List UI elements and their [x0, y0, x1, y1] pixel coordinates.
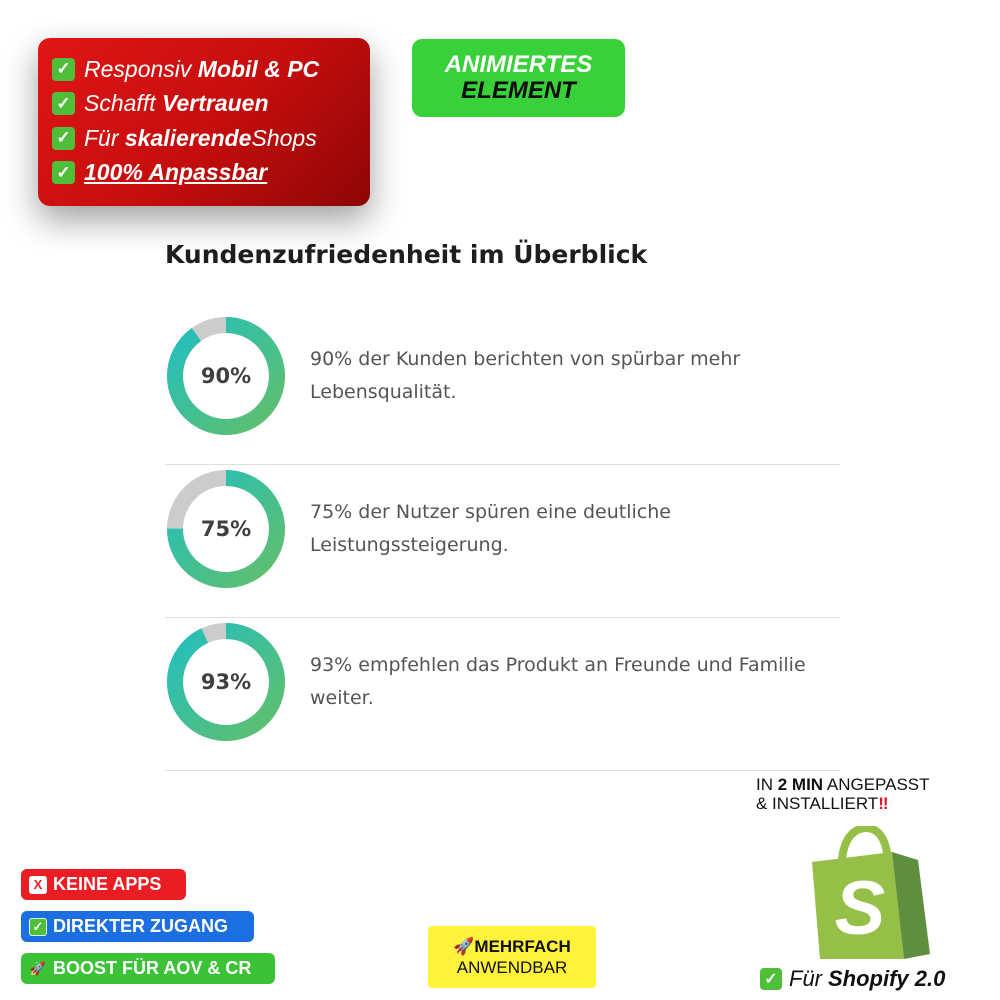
ring-percent-label: 75% [200, 517, 252, 541]
section-title: Kundenzufriedenheit im Überblick [165, 240, 648, 269]
stat-row [165, 619, 840, 771]
stat-description: 90% der Kunden berichten von spürbar mehr Lebensqualität. [310, 348, 741, 403]
feature-item-customizable [52, 156, 358, 191]
feature-item-responsive [52, 52, 358, 87]
pill-label: BOOST FÜR AOV & CR [53, 958, 252, 978]
feature-text-bold: Vertrauen [162, 90, 269, 117]
install-note-text: ANGEPASST [823, 775, 930, 794]
badge-line-2: ANWENDBAR [456, 958, 568, 977]
feature-text: Schafft [84, 90, 156, 117]
install-note [756, 775, 930, 813]
x-icon: X [29, 876, 47, 894]
feature-list-box [38, 38, 370, 206]
shopify-prefix: Für [789, 966, 822, 991]
install-note-line-2: & INSTALLIERT [756, 794, 879, 813]
rocket-icon: 🚀 [453, 937, 475, 956]
feature-text-bold: skalierende [124, 124, 252, 151]
shopify-bag-icon [806, 826, 930, 961]
feature-item-scaling [52, 121, 358, 156]
pill-keine-apps [21, 869, 186, 900]
ring-percent-label: 93% [200, 670, 252, 694]
stat-description: 75% der Nutzer spüren eine deutliche Leistungssteigerung. [310, 501, 671, 556]
pill-label: DIREKTER ZUGANG [53, 916, 228, 936]
multi-use-badge [428, 926, 596, 988]
double-exclamation-icon: ‼ [878, 794, 889, 813]
shopify-letter: S [834, 866, 886, 951]
install-note-text: IN [756, 775, 778, 794]
check-icon: ✓ [760, 968, 782, 990]
progress-ring [165, 621, 287, 743]
animated-element-badge [412, 39, 625, 117]
rocket-icon: 🚀 [29, 960, 47, 976]
check-icon: ✓ [52, 92, 75, 115]
badge-line-1: ANIMIERTES [444, 51, 593, 78]
shopify-caption [760, 966, 945, 992]
check-icon: ✓ [52, 161, 75, 184]
badge-line-1: MEHRFACH [474, 937, 571, 956]
check-icon: ✓ [52, 58, 75, 81]
badge-line-2: ELEMENT [461, 77, 576, 104]
check-icon: ✓ [52, 127, 75, 150]
stat-description: 93% empfehlen das Produkt an Freunde und Familie weiter. [310, 654, 806, 709]
stat-row [165, 466, 840, 618]
feature-text-bold: 100% Anpassbar [84, 159, 268, 186]
feature-item-trust [52, 87, 358, 122]
check-icon: ✓ [29, 918, 47, 936]
progress-ring [165, 468, 287, 590]
feature-text: Shops [251, 124, 317, 151]
stat-row [165, 313, 840, 465]
progress-ring [165, 315, 287, 437]
pill-boost [21, 953, 275, 984]
shopify-name: Shopify 2.0 [828, 966, 946, 991]
feature-text: Für [84, 124, 119, 151]
install-note-bold: 2 MIN [777, 775, 824, 794]
feature-text: Responsiv [84, 55, 192, 82]
pill-direkter-zugang [21, 911, 254, 942]
ring-percent-label: 90% [200, 364, 252, 388]
feature-text-bold: Mobil & PC [197, 55, 320, 82]
pill-label: KEINE APPS [53, 874, 162, 894]
